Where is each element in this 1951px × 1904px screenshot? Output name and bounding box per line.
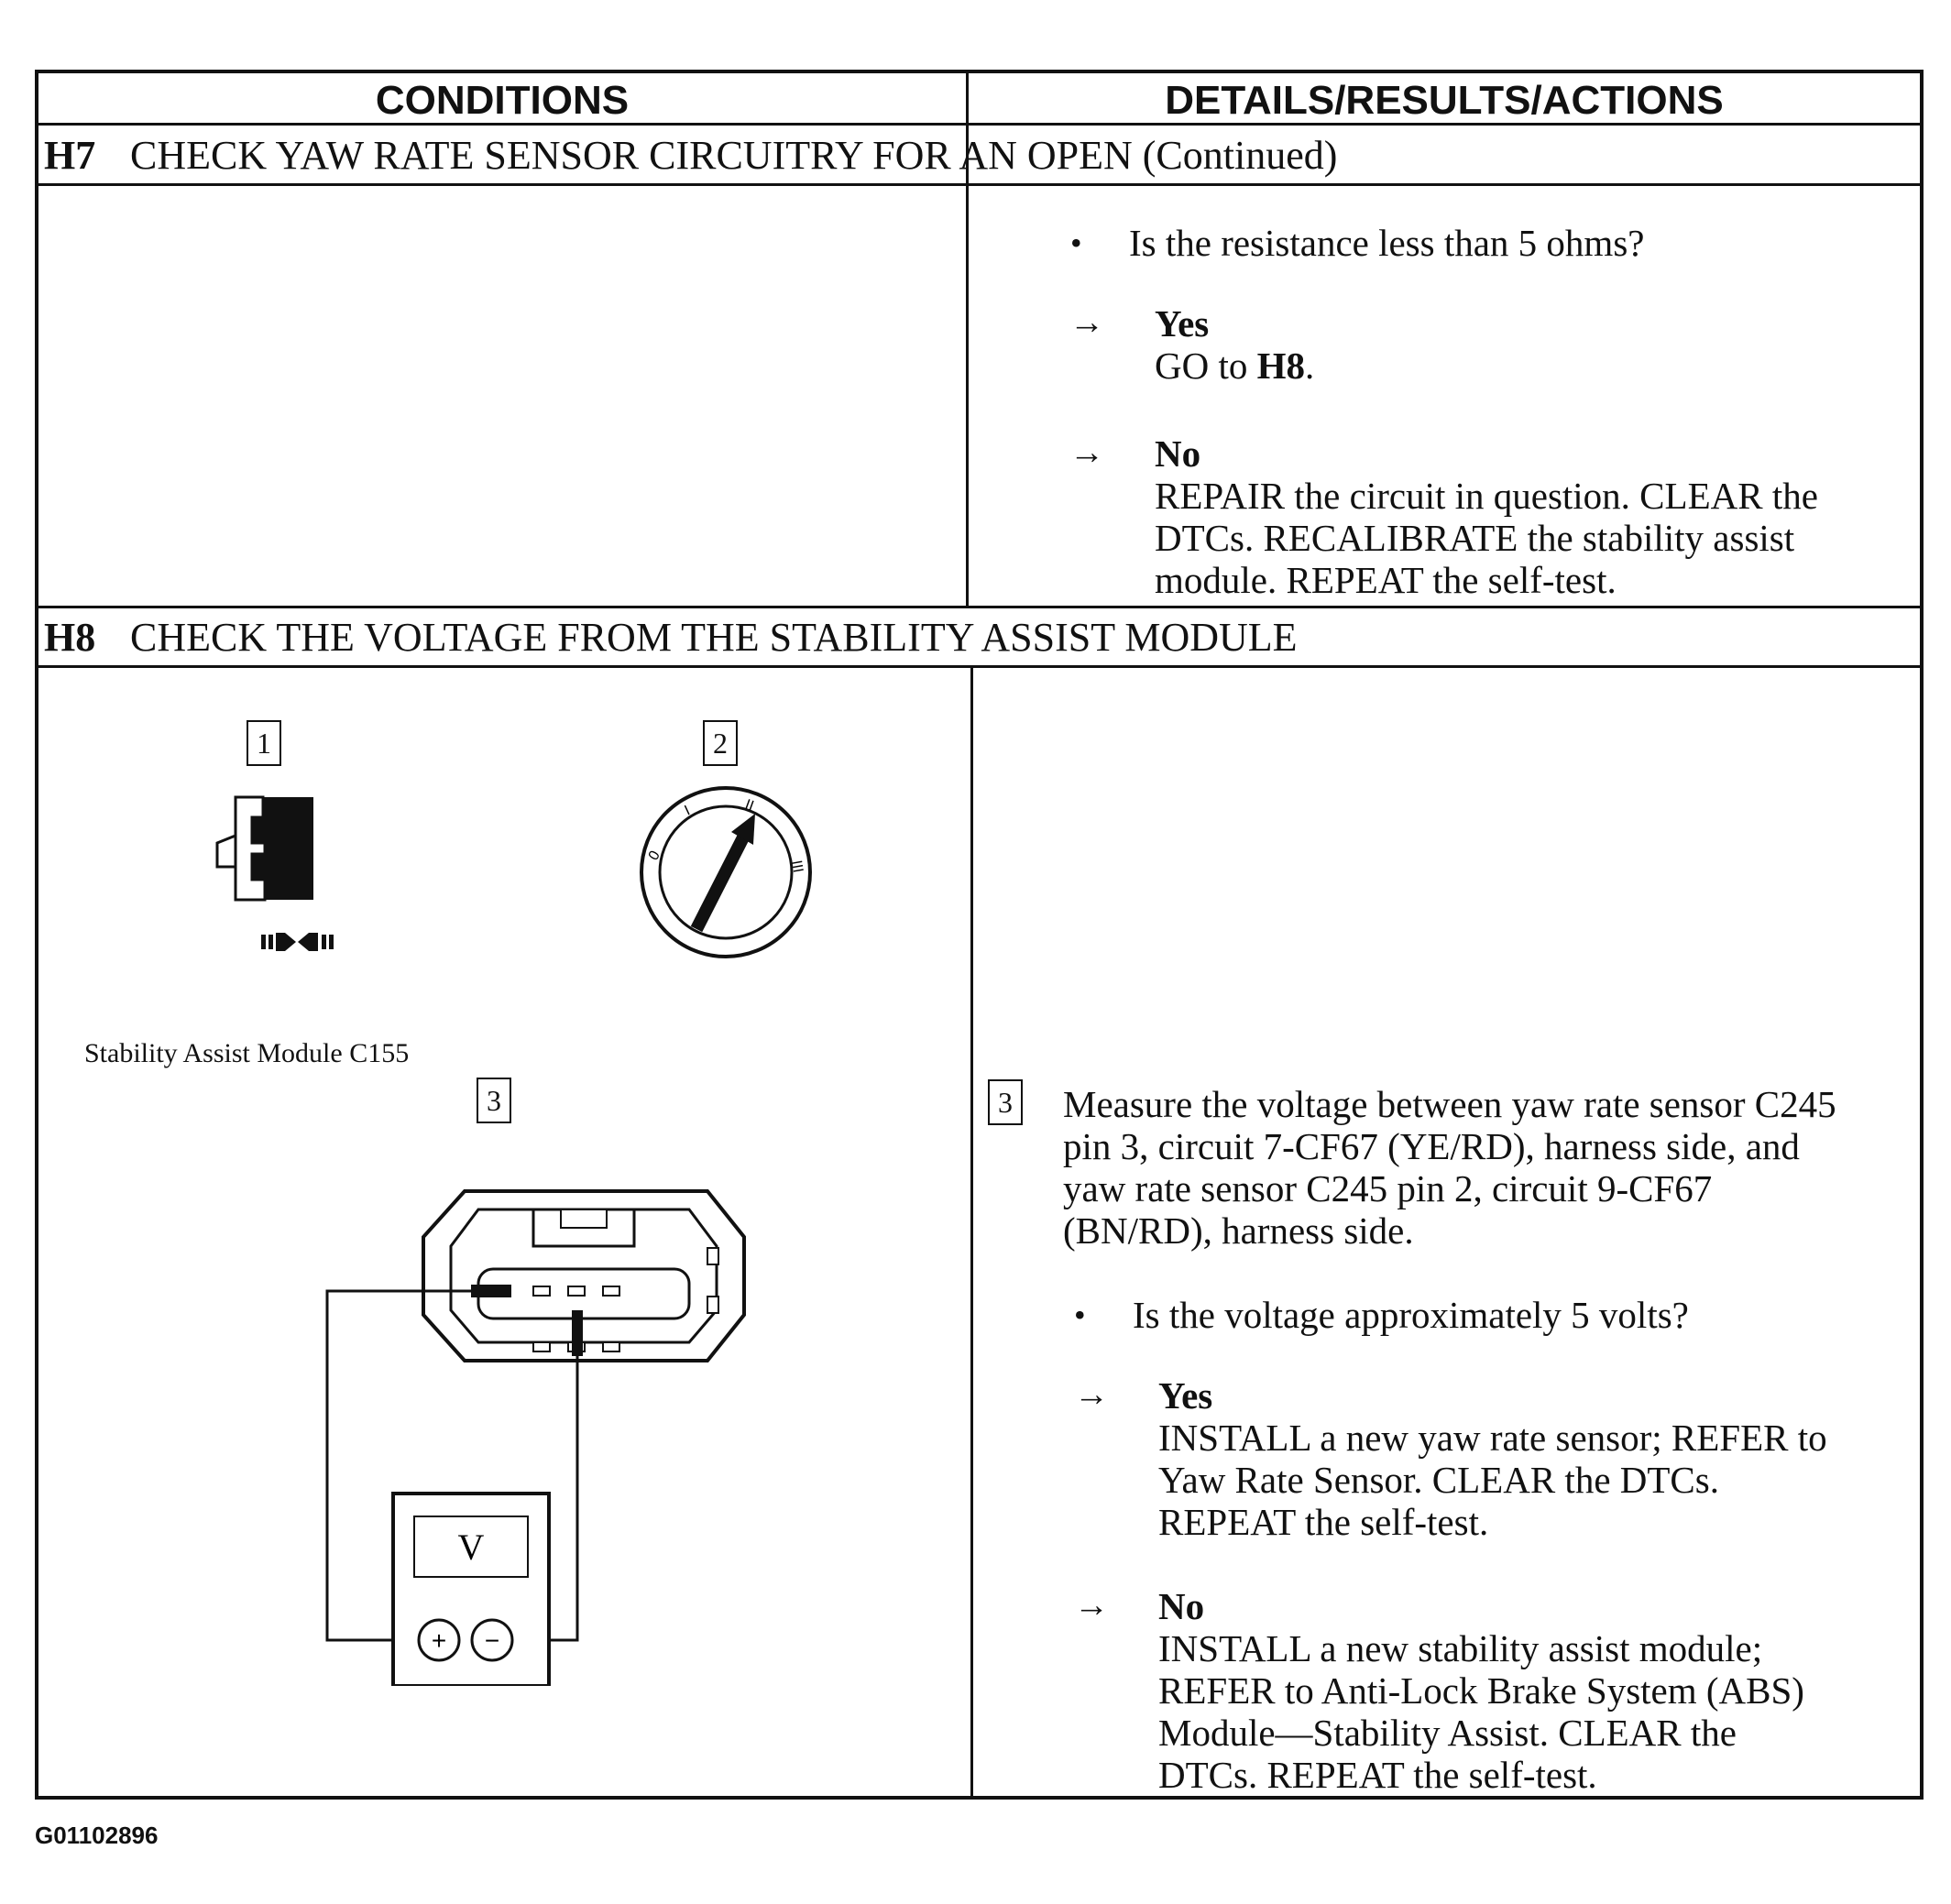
step-h7-title: CHECK YAW RATE SENSOR CIRCUITRY FOR AN OPEN (Continued) [130,133,1338,178]
diagnostic-table [35,70,1924,1800]
conditions-column-header: CONDITIONS [375,78,630,123]
figure-3-number: 3 [477,1078,511,1123]
meter-plus-terminal: + [431,1626,447,1655]
bullet: • [1074,1297,1086,1333]
step-h8-header [44,612,1298,663]
meter-minus-terminal: − [484,1626,500,1655]
voltmeter-test-diagram [258,1182,772,1686]
h7-yes-label: Yes [1155,302,1210,345]
divider [38,123,1920,126]
h7-yes-action [1155,345,1314,387]
ignition-position-2: II [742,796,756,815]
h8-no-line: DTCs. REPEAT the self-test. [1158,1754,1597,1796]
h8-yes-line: REPEAT the self-test. [1158,1501,1489,1543]
h7-yes-prefix: GO to [1155,345,1257,387]
h7-yes-target: H8 [1256,345,1306,387]
step-h7-header [44,130,1337,181]
column-divider [970,665,973,1800]
divider [38,665,1920,668]
ignition-position-1: I [682,803,693,819]
h7-no-label: No [1155,432,1201,475]
h8-yes-line: INSTALL a new yaw rate sensor; REFER to [1158,1417,1827,1459]
h8-no-label: No [1158,1585,1205,1627]
h8-action-line: pin 3, circuit 7-CF67 (YE/RD), harness side, and [1063,1125,1800,1167]
ignition-position-3: III [788,859,806,874]
h7-no-line: REPAIR the circuit in question. CLEAR the [1155,475,1818,517]
arrow-icon: → [1074,1586,1109,1625]
step-h8-number: H8 [44,615,96,660]
meter-display-label: V [457,1526,485,1568]
h8-action-line: Measure the voltage between yaw rate sensor C245 [1063,1083,1836,1125]
step-h8-title: CHECK THE VOLTAGE FROM THE STABILITY ASSIST MODULE [130,615,1298,660]
h7-yes-suffix: . [1305,345,1315,387]
figure-1-number: 1 [247,720,281,766]
step-h7-number: H7 [44,133,96,178]
arrow-icon: → [1069,433,1104,472]
h8-action-line: yaw rate sensor C245 pin 2, circuit 9-CF67 [1063,1167,1713,1209]
ignition-position-0: 0 [645,848,663,863]
h8-no-line: INSTALL a new stability assist module; [1158,1627,1763,1669]
bullet: • [1070,224,1082,261]
ignition-switch-icon [634,781,817,964]
action-3-number: 3 [988,1079,1023,1125]
column-divider [966,73,969,606]
h7-no-line: module. REPEAT the self-test. [1155,559,1617,601]
details-column-header: DETAILS/RESULTS/ACTIONS [1165,78,1724,123]
divider [38,606,1920,608]
h8-action-line: (BN/RD), harness side. [1063,1209,1414,1252]
h7-question: Is the resistance less than 5 ohms? [1129,222,1645,264]
h8-question: Is the voltage approximately 5 volts? [1133,1294,1689,1336]
h8-no-line: Module—Stability Assist. CLEAR the [1158,1712,1737,1754]
h8-no-line: REFER to Anti-Lock Brake System (ABS) [1158,1669,1804,1712]
h8-yes-label: Yes [1158,1374,1213,1417]
divider [38,183,1920,186]
arrow-icon: → [1074,1375,1109,1414]
h7-no-line: DTCs. RECALIBRATE the stability assist [1155,517,1795,559]
disconnect-connector-icon [190,790,364,955]
h8-yes-line: Yaw Rate Sensor. CLEAR the DTCs. [1158,1459,1719,1501]
figure-1-caption: Stability Assist Module C155 [84,1038,410,1068]
figure-2-number: 2 [703,720,738,766]
arrow-icon: → [1069,303,1104,342]
figure-id: G01102896 [35,1822,159,1849]
